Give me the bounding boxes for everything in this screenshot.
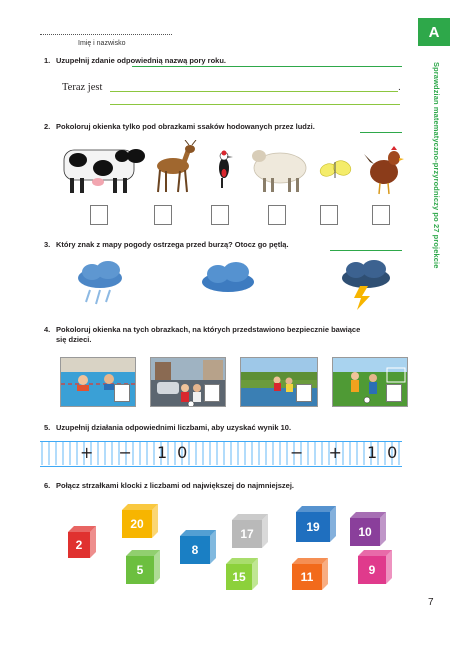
- deer-image: [157, 140, 196, 192]
- woodpecker-image: [219, 151, 233, 189]
- task-1-rule: [132, 66, 402, 67]
- sheep-image: [252, 150, 306, 192]
- rain-cloud[interactable]: [78, 261, 122, 304]
- task-4: [44, 325, 360, 334]
- number-cube-5[interactable]: [126, 550, 160, 584]
- storm-cloud[interactable]: [342, 260, 390, 310]
- task-3-rule: [330, 250, 402, 251]
- task-2-rule: [360, 132, 402, 133]
- checkbox-cow[interactable]: [90, 205, 108, 225]
- task-3: [44, 240, 289, 249]
- side-title: Sprawdzian matematyczno-przyrodniczy po 27 projekcie: [432, 62, 441, 269]
- name-dotted-line: [40, 34, 172, 35]
- checkbox-street[interactable]: [204, 384, 220, 402]
- number-cube-19[interactable]: [296, 506, 336, 542]
- cube-number-label: 11: [300, 570, 314, 584]
- cube-number-label: 17: [240, 527, 254, 541]
- cloud[interactable]: [202, 262, 254, 292]
- number-cube-20[interactable]: [122, 504, 158, 538]
- checkbox-deer[interactable]: [154, 205, 172, 225]
- answer-line-2[interactable]: [110, 104, 400, 105]
- checkbox-butterfly[interactable]: [320, 205, 338, 225]
- equation-2: − + 10: [290, 443, 408, 462]
- number-cube-2[interactable]: [68, 526, 96, 558]
- task-1-prompt: Teraz jest: [62, 82, 103, 93]
- number-cube-15[interactable]: [226, 558, 258, 590]
- checkbox-football[interactable]: [386, 384, 402, 402]
- task-6: [44, 481, 294, 490]
- cube-number-label: 19: [306, 520, 320, 534]
- task-5: [44, 423, 291, 432]
- task-number: 3.: [44, 240, 51, 249]
- number-cube-8[interactable]: [180, 530, 216, 564]
- answer-line-1[interactable]: [110, 91, 398, 92]
- task-text: Który znak z mapy pogody ostrzega przed burzą? Otocz go pętlą.: [56, 240, 289, 249]
- task-number: 6.: [44, 481, 51, 490]
- number-cube-10[interactable]: [350, 512, 386, 546]
- number-cube-17[interactable]: [232, 514, 268, 548]
- equation-1: + − 10: [80, 443, 198, 462]
- cube-number-label: 8: [191, 543, 199, 557]
- cube-number-label: 2: [75, 538, 83, 552]
- task-number: 2.: [44, 122, 51, 131]
- task-2: [44, 122, 315, 131]
- task-text: Pokoloruj okienka tylko pod obrazkami ssaków hodowanych przez ludzi.: [56, 122, 315, 131]
- checkbox-sheep[interactable]: [268, 205, 286, 225]
- version-badge: A: [418, 18, 450, 46]
- task-number: 5.: [44, 423, 51, 432]
- weather-row: [70, 260, 400, 310]
- checkbox-river[interactable]: [296, 384, 312, 402]
- task-text: Uzupełnij działania odpowiednimi liczbami, aby uzyskać wynik 10.: [56, 423, 292, 432]
- task-text: Połącz strzałkami klocki z liczbami od największej do najmniejszej.: [56, 481, 295, 490]
- cube-number-label: 9: [368, 563, 376, 577]
- checkbox-pool[interactable]: [114, 384, 130, 402]
- task-text: Uzupełnij zdanie odpowiednią nazwą pory roku.: [56, 56, 227, 65]
- animal-row: [58, 140, 408, 200]
- butterfly-image: [318, 158, 352, 178]
- task-1: [44, 56, 226, 65]
- page-number: 7: [428, 597, 434, 608]
- task-number: 1.: [44, 56, 51, 65]
- cube-number-label: 20: [130, 517, 144, 531]
- name-label: Imię i nazwisko: [78, 40, 126, 47]
- hen-image: [364, 146, 404, 194]
- task-number: 4.: [44, 325, 51, 334]
- cow-image: [64, 149, 145, 193]
- answer-period: .: [398, 82, 401, 93]
- task-text: Pokoloruj okienka na tych obrazkach, na których przedstawiono bezpiecznie bawiące: [56, 325, 361, 334]
- checkbox-woodpecker[interactable]: [211, 205, 229, 225]
- number-cube-11[interactable]: [292, 558, 328, 590]
- cube-number-label: 10: [358, 525, 372, 539]
- number-cube-9[interactable]: [358, 550, 392, 584]
- cube-number-label: 5: [136, 563, 144, 577]
- checkbox-hen[interactable]: [372, 205, 390, 225]
- task-4-line2: się dzieci.: [56, 335, 92, 344]
- cube-number-label: 15: [232, 570, 246, 584]
